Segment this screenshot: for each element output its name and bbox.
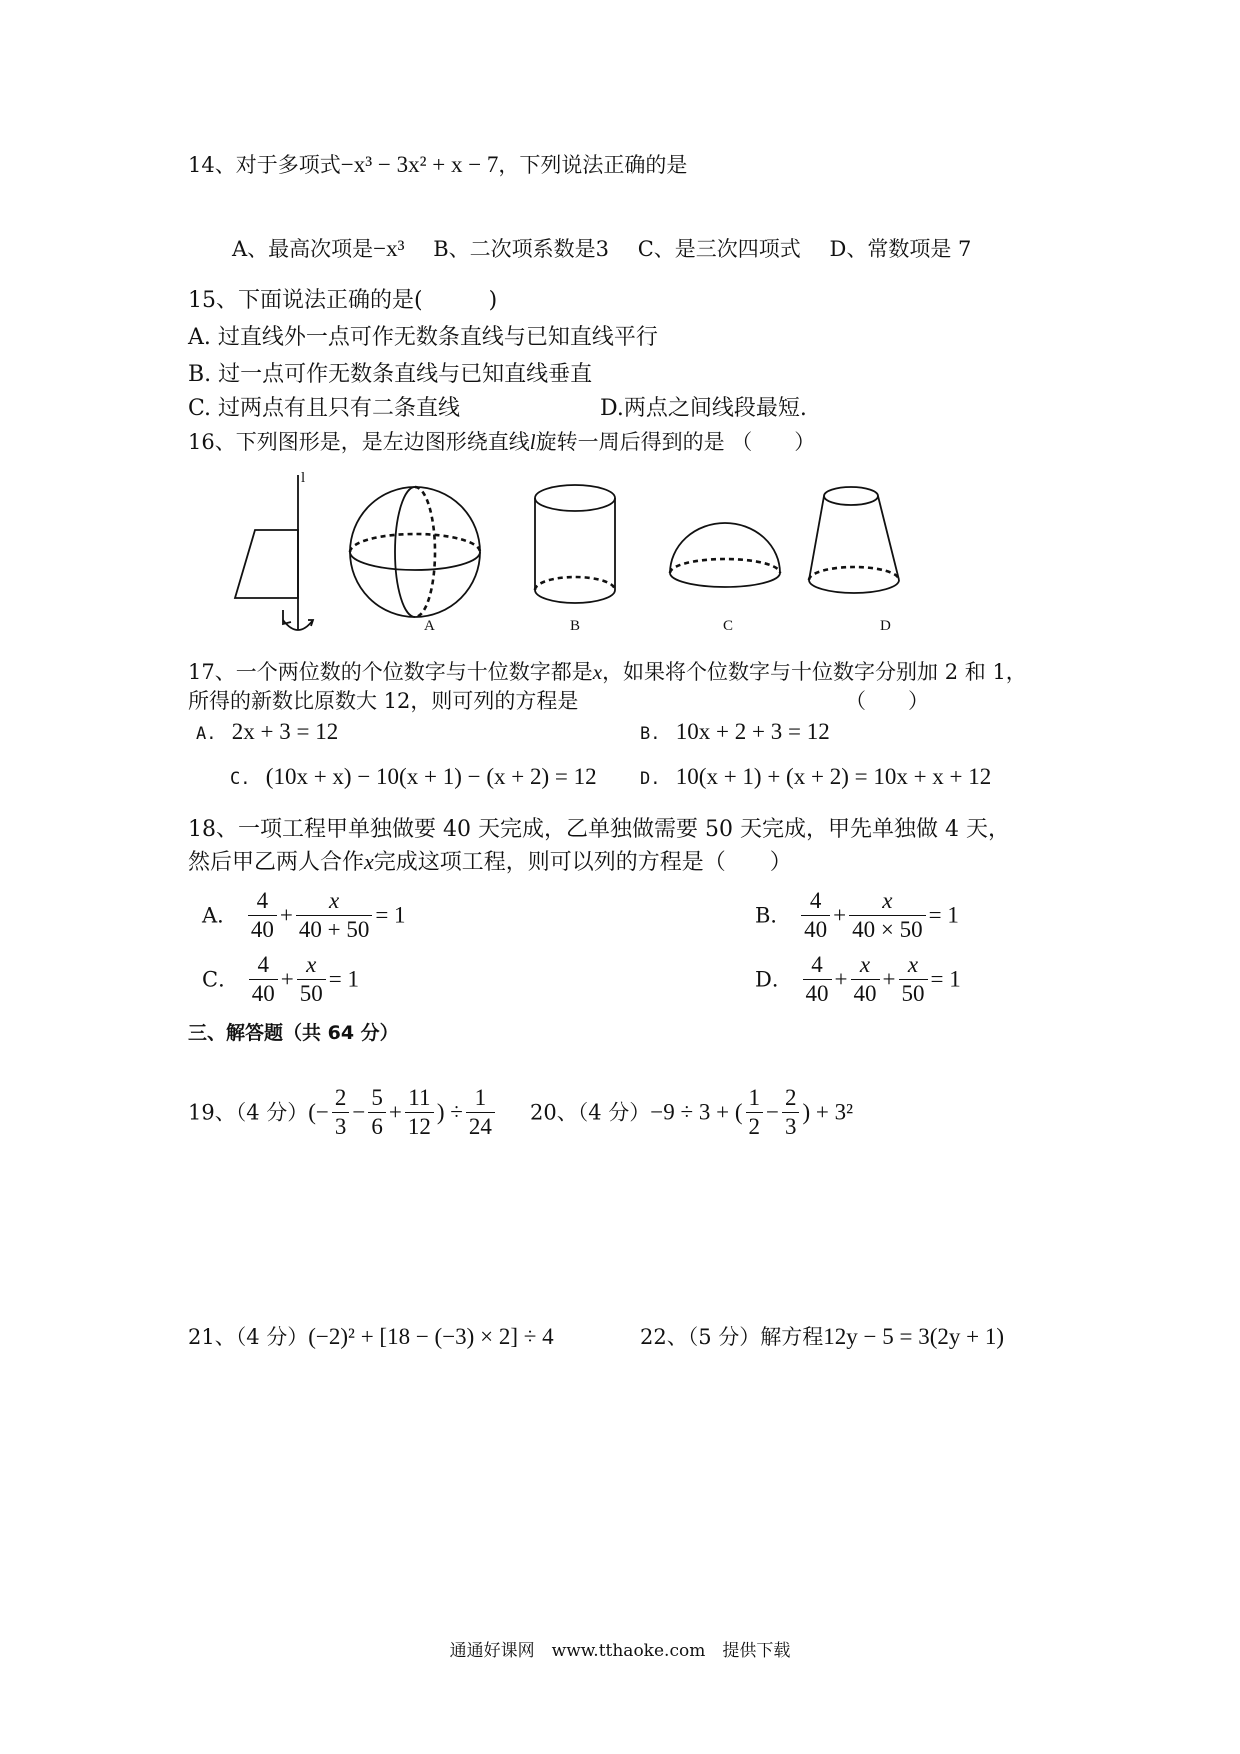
figure-d-frustum	[809, 487, 899, 593]
q15-stem: 15、下面说法正确的是( )	[188, 288, 498, 313]
q17-option-d: D. 10(x + 1) + (x + 2) = 10x + x + 12	[640, 764, 992, 789]
figure-c-hemisphere	[670, 523, 780, 587]
q15-option-a: A. 过直线外一点可作无数条直线与已知直线平行	[188, 325, 658, 350]
q17-paren: （ ）	[845, 689, 929, 713]
q14-option-d: D、常数项是 7	[829, 237, 972, 261]
q18-option-b: B． $\frac{4}{40}$ + $\frac{x}{40 \times 50}$ = 1	[755, 888, 959, 942]
q14-options	[232, 234, 971, 264]
q16-figures	[225, 470, 985, 640]
q14-option-c: C、是三次四项式	[637, 237, 801, 261]
trapezoid-with-axis	[235, 475, 313, 630]
q15-option-d: D.两点之间线段最短.	[600, 396, 807, 421]
figure-label-d: D	[880, 618, 891, 634]
q17-option-b: B. 10x + 2 + 3 = 12	[640, 719, 830, 744]
axis-label: l	[301, 470, 306, 486]
q16-stem: 16、下列图形是，是左边图形绕直线l旋转一周后得到的是 （ ）	[188, 430, 816, 454]
q18-option-c: C． $\frac{4}{40}$ + $\frac{x}{50}$ = 1	[202, 952, 359, 1006]
q15-option-c: C. 过两点有且只有二条直线	[188, 396, 461, 421]
figure-a-sphere	[350, 487, 480, 617]
q18-line2: 然后甲乙两人合作x完成这项工程，则可以列的方程是（ ）	[188, 849, 792, 875]
figure-label-c: C	[723, 618, 734, 634]
q18-line1: 18、一项工程甲单独做要 40 天完成，乙单独做需要 50 天完成，甲先单独做 4 天，	[188, 817, 1010, 842]
section-3-title: 三、解答题（共 64 分）	[188, 1022, 399, 1044]
q19: 19、（4 分）(− $\frac{2}{3}$ − $\frac{5}{6}$ + $\frac{11}{12}$ ) ÷ $\frac{1}{24}$	[188, 1075, 498, 1149]
q17-option-a: A. 2x + 3 = 12	[196, 719, 339, 744]
q18-option-d: D． $\frac{4}{40}$ + $\frac{x}{40}$ + $\frac{x}{50}$ = 1	[755, 952, 961, 1006]
q17-line2: 所得的新数比原数大 12，则可列的方程是	[188, 689, 579, 713]
q15-option-b: B. 过一点可作无数条直线与已知直线垂直	[188, 362, 593, 387]
q17-line1: 17、一个两位数的个位数字与十位数字都是x，如果将个位数字与十位数字分别加 2 和 1，	[188, 660, 1027, 684]
q14-option-a: A、最高次项是−x³	[232, 236, 405, 261]
q14-option-b: B、二次项系数是3	[433, 237, 610, 261]
figure-b-cylinder	[535, 485, 615, 603]
q22: 22、（5 分）解方程12y − 5 = 3(2y + 1)	[640, 1324, 1004, 1349]
figure-label-a: A	[424, 618, 435, 634]
figure-label-b: B	[570, 618, 581, 634]
q20: 20、（4 分）−9 ÷ 3 + ( $\frac{1}{2}$ − $\frac{2}{3}$ ) + 3²	[530, 1085, 854, 1139]
q17-option-c: C. (10x + x) − 10(x + 1) − (x + 2) = 12	[230, 764, 597, 789]
page-footer: 通通好课网 www.tthaoke.com 提供下载	[449, 1641, 791, 1661]
q18-option-a: A． $\frac{4}{40}$ + $\frac{x}{40 + 50}$ = 1	[202, 888, 406, 942]
q14-stem: 14、对于多项式−x³ − 3x² + x − 7，下列说法正确的是	[188, 152, 688, 177]
q21: 21、（4 分）(−2)² + [18 − (−3) × 2] ÷ 4	[188, 1324, 554, 1349]
